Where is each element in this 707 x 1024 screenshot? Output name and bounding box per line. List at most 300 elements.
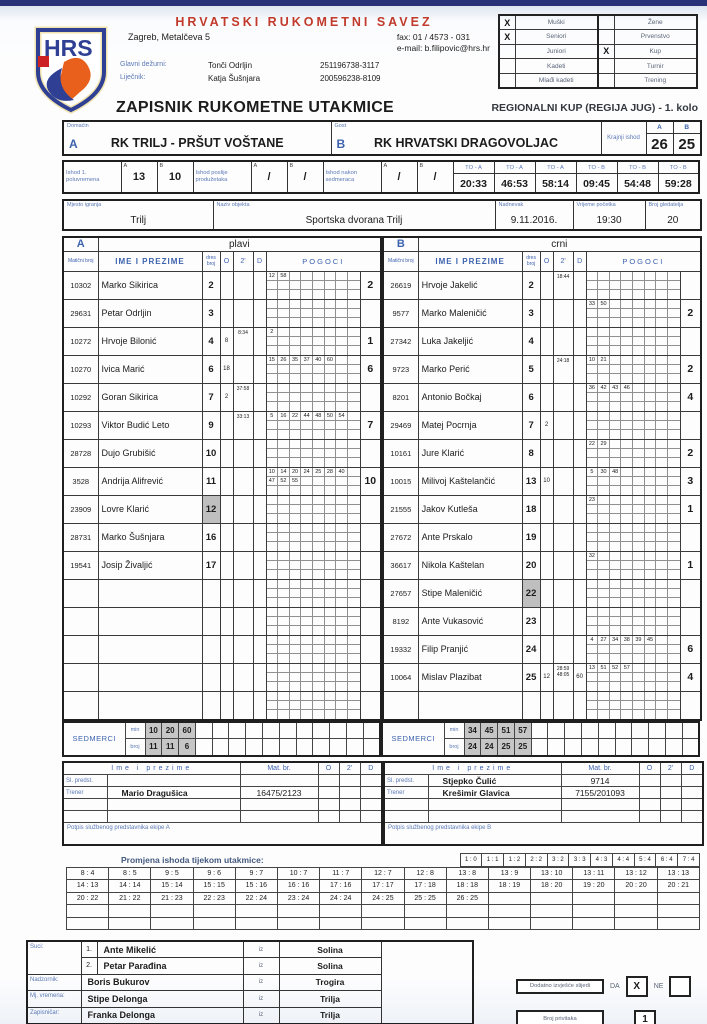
player-goals-grid <box>586 411 680 439</box>
goal-minute <box>278 673 290 682</box>
goal-minute <box>278 570 290 579</box>
official-from-label: iz <box>243 941 279 958</box>
goal-minute <box>336 692 348 701</box>
goal-minute: 45 <box>645 636 657 645</box>
goal-minute <box>325 374 337 383</box>
goal-minute <box>621 514 633 523</box>
player-mat-number: 10292 <box>63 383 98 411</box>
player-name: Viktor Budić Leto <box>98 411 202 439</box>
player-shirt-number: 7 <box>522 411 540 439</box>
goal-minute <box>325 524 337 533</box>
score-cell: 20 : 21 <box>657 880 699 893</box>
goal-minute <box>587 570 599 579</box>
goal-minute <box>290 533 302 542</box>
corner-letter-b: B <box>159 163 164 169</box>
sedmerci-minute <box>665 722 682 739</box>
goal-minute <box>621 617 633 626</box>
goal-minute <box>278 421 290 430</box>
player-goal-total: 1 <box>360 327 381 355</box>
goal-minute <box>668 430 680 439</box>
goal-minute <box>668 365 680 374</box>
player-goals-grid <box>586 327 680 355</box>
goal-minute <box>598 580 610 589</box>
goal-minute <box>633 589 645 598</box>
goal-minute <box>668 309 680 318</box>
sedmerci-minute: 60 <box>179 722 196 739</box>
goal-minute <box>598 542 610 551</box>
goal-minute <box>656 486 668 495</box>
goal-minute <box>278 449 290 458</box>
goal-minute <box>668 356 680 365</box>
goal-minute <box>633 533 645 542</box>
category-right-label: Trening <box>614 73 697 88</box>
player-warning-minute: 8 <box>220 327 233 355</box>
bench-2min-cell <box>339 787 360 799</box>
goal-minute <box>656 524 668 533</box>
player-warning-minute <box>540 635 553 663</box>
goal-minute <box>656 692 668 701</box>
venue-cell <box>213 200 495 230</box>
goal-minute <box>278 524 290 533</box>
goal-minute <box>656 281 668 290</box>
goal-minute <box>278 300 290 309</box>
goal-minute <box>301 365 313 374</box>
goal-minute <box>656 673 668 682</box>
goal-minute <box>610 290 622 299</box>
goal-minute: 48 <box>313 412 325 421</box>
bench-2min-cell <box>339 799 360 811</box>
goal-minute: 55 <box>290 477 302 486</box>
bench-2min-cell <box>339 775 360 787</box>
goal-minute <box>336 645 348 654</box>
goal-minute <box>290 290 302 299</box>
goal-minute <box>587 346 599 355</box>
goal-minute <box>598 710 610 719</box>
goal-minute <box>290 692 302 701</box>
goal-minute <box>668 328 680 337</box>
goal-minute <box>621 318 633 327</box>
goal-minute <box>267 692 279 701</box>
goal-minute <box>645 393 657 402</box>
timeout-cell-2 <box>494 161 535 193</box>
player-shirt-number: 6 <box>522 383 540 411</box>
player-goals-grid <box>586 579 680 607</box>
bench-person-name <box>107 811 240 823</box>
goal-minute <box>598 374 610 383</box>
sedmerci-min-row <box>63 722 380 739</box>
player-dq-minute <box>253 467 266 495</box>
goal-minute: 39 <box>633 636 645 645</box>
bench-mat-number <box>561 799 639 811</box>
sedmerci-minute <box>330 722 347 739</box>
goal-minute <box>610 281 622 290</box>
venue-value: Trilj <box>130 215 147 226</box>
score-cell <box>488 905 530 918</box>
goal-minute <box>336 384 348 393</box>
goal-minute <box>633 328 645 337</box>
player-shirt-number: 17 <box>202 551 220 579</box>
goal-minute <box>336 356 348 365</box>
col-header-goals: POGOCI <box>266 251 381 271</box>
goal-minute <box>348 692 360 701</box>
score-cell <box>193 917 235 930</box>
sedmerci-minute <box>531 722 548 739</box>
bench-mat-number <box>561 811 639 823</box>
goal-minute <box>587 626 599 635</box>
goal-minute <box>278 626 290 635</box>
score-cell <box>404 905 446 918</box>
goal-minute <box>645 561 657 570</box>
goal-minute <box>633 290 645 299</box>
goal-minute <box>336 337 348 346</box>
goal-minute <box>267 514 279 523</box>
goal-minute <box>668 486 680 495</box>
player-name: Andrija Alifrević <box>98 467 202 495</box>
federation-name: HRVATSKI RUKOMETNI SAVEZ <box>175 15 433 29</box>
timeout-time: 59:28 <box>664 177 692 190</box>
goal-minute <box>313 542 325 551</box>
goal-minute <box>348 514 360 523</box>
team-a-roster-table <box>62 236 382 721</box>
bench-row <box>63 787 382 799</box>
goal-minute <box>336 318 348 327</box>
goal-minute <box>621 626 633 635</box>
category-right-checkbox: X <box>598 44 614 59</box>
goal-minute <box>645 365 657 374</box>
goal-minute <box>645 673 657 682</box>
team-b-cell <box>331 121 601 155</box>
score-cell <box>657 892 699 905</box>
goal-minute <box>598 682 610 691</box>
goal-minute <box>278 346 290 355</box>
goal-minute <box>325 272 337 281</box>
goal-minute <box>633 337 645 346</box>
player-goal-total <box>360 579 381 607</box>
timeout-time: 54:48 <box>624 177 651 190</box>
goal-minute: 4 <box>587 636 599 645</box>
goal-minute <box>336 421 348 430</box>
sedmerci-min-label: min <box>444 722 464 739</box>
player-2min-times <box>553 411 573 439</box>
score-cell: 6 : 4 <box>656 853 678 866</box>
official-from-label: iz <box>243 974 279 991</box>
sedmerci-shooter-number: 11 <box>162 739 179 756</box>
yes-label: DA <box>610 983 620 990</box>
goal-minute <box>610 561 622 570</box>
player-mat-number: 19332 <box>383 635 418 663</box>
goal-minute <box>325 701 337 710</box>
bench-row <box>384 787 703 799</box>
goal-minute <box>336 542 348 551</box>
sedmerci-shooter-number <box>615 739 632 756</box>
goal-minute <box>656 309 668 318</box>
player-dq-minute <box>573 327 586 355</box>
player-name: Filip Pranjić <box>418 635 522 663</box>
goal-minute <box>325 626 337 635</box>
goal-minute <box>348 272 360 281</box>
goal-minute <box>348 701 360 710</box>
progression-row <box>67 905 700 918</box>
goal-minute <box>348 468 360 477</box>
email-address: e-mail: b.filipovic@hrs.hr <box>396 43 490 53</box>
player-goals-grid <box>266 495 360 523</box>
goal-minute <box>325 673 337 682</box>
category-right-checkbox <box>598 59 614 74</box>
goal-minute <box>325 281 337 290</box>
bench-role: Sl. predst. <box>63 775 107 787</box>
goal-minute <box>621 570 633 579</box>
goal-minute <box>656 365 668 374</box>
goal-minute <box>325 393 337 402</box>
goal-minute <box>598 449 610 458</box>
goal-minute <box>633 598 645 607</box>
sedmerci-minute <box>682 722 699 739</box>
goal-minute <box>645 430 657 439</box>
bench-mat-number: 7155/201093 <box>561 787 639 799</box>
player-name: Goran Sikirica <box>98 383 202 411</box>
score-progression-grid <box>66 867 700 931</box>
goal-minute <box>645 449 657 458</box>
goal-minute <box>610 552 622 561</box>
goal-minute <box>587 710 599 719</box>
score-cell <box>573 917 615 930</box>
player-goal-total <box>680 327 701 355</box>
sedmerci-minute <box>649 722 666 739</box>
player-dq-minute <box>573 411 586 439</box>
sedmerci-minute <box>212 722 229 739</box>
category-left-label: Muški <box>515 15 598 30</box>
player-2min-times <box>233 691 253 720</box>
player-warning-minute <box>220 691 233 720</box>
goal-minute <box>656 384 668 393</box>
team-a-bench-table <box>62 761 383 846</box>
form-header <box>0 6 707 98</box>
goal-minute: 28 <box>325 468 337 477</box>
goal-minute <box>668 552 680 561</box>
goal-minute <box>610 328 622 337</box>
official-name: Stipe Delonga <box>81 991 243 1008</box>
goal-minute <box>621 608 633 617</box>
goal-minute <box>668 318 680 327</box>
goal-minute <box>587 281 599 290</box>
player-warning-minute <box>540 579 553 607</box>
goal-minute <box>301 552 313 561</box>
goal-minute <box>336 477 348 486</box>
player-shirt-number: 3 <box>522 299 540 327</box>
player-shirt-number <box>202 691 220 720</box>
score-cell: 17 : 18 <box>404 880 446 893</box>
goal-minute <box>313 421 325 430</box>
goal-minute <box>610 692 622 701</box>
goal-minute <box>348 374 360 383</box>
goal-minute <box>656 346 668 355</box>
player-mat-number: 27342 <box>383 327 418 355</box>
goal-minute <box>598 645 610 654</box>
goal-minute <box>656 290 668 299</box>
player-goal-total <box>360 551 381 579</box>
timeout-cell-4 <box>576 161 617 193</box>
goal-minute <box>645 496 657 505</box>
sedmerci-shooter-number <box>296 739 313 756</box>
score-cell <box>615 917 657 930</box>
goal-minute <box>668 710 680 719</box>
goal-minute <box>587 421 599 430</box>
goal-minute <box>313 496 325 505</box>
player-2min-times <box>233 551 253 579</box>
sedmerci-minute <box>632 722 649 739</box>
goal-minute <box>598 608 610 617</box>
goal-minute <box>313 533 325 542</box>
goal-minute <box>336 486 348 495</box>
goal-minute <box>278 365 290 374</box>
goal-minute <box>301 309 313 318</box>
goal-minute <box>278 598 290 607</box>
goal-minute <box>645 617 657 626</box>
goal-minute <box>621 402 633 411</box>
goal-minute <box>313 393 325 402</box>
teams-score-table <box>62 120 702 156</box>
goal-minute <box>313 701 325 710</box>
goal-minute <box>598 272 610 281</box>
player-2min-times <box>233 299 253 327</box>
goal-minute <box>313 337 325 346</box>
goal-minute <box>610 608 622 617</box>
goal-minute <box>313 440 325 449</box>
goal-minute <box>668 645 680 654</box>
player-name: Marko Šušnjara <box>98 523 202 551</box>
goal-minute <box>610 682 622 691</box>
bench-dq-header: D <box>681 762 703 775</box>
goal-minute <box>325 598 337 607</box>
goal-minute <box>313 570 325 579</box>
goal-minute <box>656 682 668 691</box>
player-row <box>383 271 701 299</box>
player-dq-minute <box>573 579 586 607</box>
goal-minute <box>598 486 610 495</box>
player-warning-minute <box>220 411 233 439</box>
bench-role: Trener <box>384 787 428 799</box>
goal-minute <box>645 533 657 542</box>
goal-minute <box>267 533 279 542</box>
goal-minute <box>633 281 645 290</box>
player-dq-minute <box>573 383 586 411</box>
goal-minute <box>348 486 360 495</box>
goal-minute <box>278 608 290 617</box>
goal-minute <box>645 682 657 691</box>
goal-minute <box>278 589 290 598</box>
player-dq-minute <box>573 495 586 523</box>
goal-minute: 26 <box>278 356 290 365</box>
goal-minute <box>336 281 348 290</box>
goal-minute <box>610 440 622 449</box>
player-goal-total <box>360 383 381 411</box>
category-row <box>499 30 697 45</box>
player-2min-times <box>233 635 253 663</box>
score-cell: 5 : 4 <box>634 853 656 866</box>
no-label: NE <box>653 983 664 990</box>
goal-minute <box>325 477 337 486</box>
team-a-name: RK TRILJ - PRŠUT VOŠTANE <box>110 135 284 150</box>
goal-minute <box>668 384 680 393</box>
sedmerci-section <box>62 721 700 757</box>
sedmerci-minute <box>615 722 632 739</box>
goal-minute <box>668 561 680 570</box>
col-header-mat: Matični broj <box>63 251 98 271</box>
player-row <box>383 691 701 720</box>
goal-minute <box>267 374 279 383</box>
goal-minute <box>645 710 657 719</box>
timeout-label: TO - A <box>536 165 576 174</box>
goal-minute <box>290 402 302 411</box>
player-goal-total: 10 <box>360 467 381 495</box>
score-cell: 20 : 20 <box>615 880 657 893</box>
goal-minute <box>278 552 290 561</box>
goal-minute <box>656 337 668 346</box>
venue-label: Mjesto igranja <box>67 202 102 208</box>
referee-number: 1. <box>81 941 97 958</box>
goal-minute <box>313 458 325 467</box>
goal-minute: 24 <box>301 468 313 477</box>
goal-minute <box>633 272 645 281</box>
goal-minute <box>668 374 680 383</box>
player-warning-minute <box>220 635 233 663</box>
goal-minute <box>348 626 360 635</box>
goal-minute: 36 <box>587 384 599 393</box>
goal-minute <box>267 589 279 598</box>
goal-minute <box>598 430 610 439</box>
goal-minute <box>313 626 325 635</box>
goal-minute <box>336 654 348 663</box>
score-cell <box>657 905 699 918</box>
goal-minute <box>645 598 657 607</box>
goal-minute <box>633 318 645 327</box>
sedmerci-shooter-number <box>313 739 330 756</box>
score-cell: 21 : 23 <box>151 892 193 905</box>
player-goals-grid <box>266 663 360 691</box>
official-from-label: iz <box>243 958 279 975</box>
bench-dq-cell <box>360 775 382 787</box>
player-goal-total: 4 <box>680 383 701 411</box>
player-shirt-number <box>202 607 220 635</box>
team-b-bench-table <box>383 761 704 846</box>
goal-minute <box>325 402 337 411</box>
goal-minute <box>587 374 599 383</box>
final-score-label: Krajnji ishod <box>601 121 646 155</box>
goal-minute <box>656 608 668 617</box>
goal-minute <box>290 514 302 523</box>
goal-minute <box>278 710 290 719</box>
player-name: Mislav Plazibat <box>418 663 522 691</box>
col-header-2min: 2' <box>233 251 253 271</box>
goal-minute <box>610 346 622 355</box>
goal-minute <box>313 402 325 411</box>
goal-minute <box>668 337 680 346</box>
player-row <box>63 355 381 383</box>
corner-letter-a: A <box>123 163 128 169</box>
bench-2min-cell <box>660 787 681 799</box>
player-mat-number <box>63 691 98 720</box>
goal-minute <box>301 682 313 691</box>
goal-minute <box>633 608 645 617</box>
player-row <box>383 411 701 439</box>
goal-minute: 54 <box>336 412 348 421</box>
player-name: Ante Prskalo <box>418 523 522 551</box>
goal-minute: 20 <box>290 468 302 477</box>
goal-minute <box>587 430 599 439</box>
player-2min-times: 28:59 48:05 <box>553 663 573 691</box>
sevens-b <box>417 161 453 193</box>
goal-minute <box>645 505 657 514</box>
